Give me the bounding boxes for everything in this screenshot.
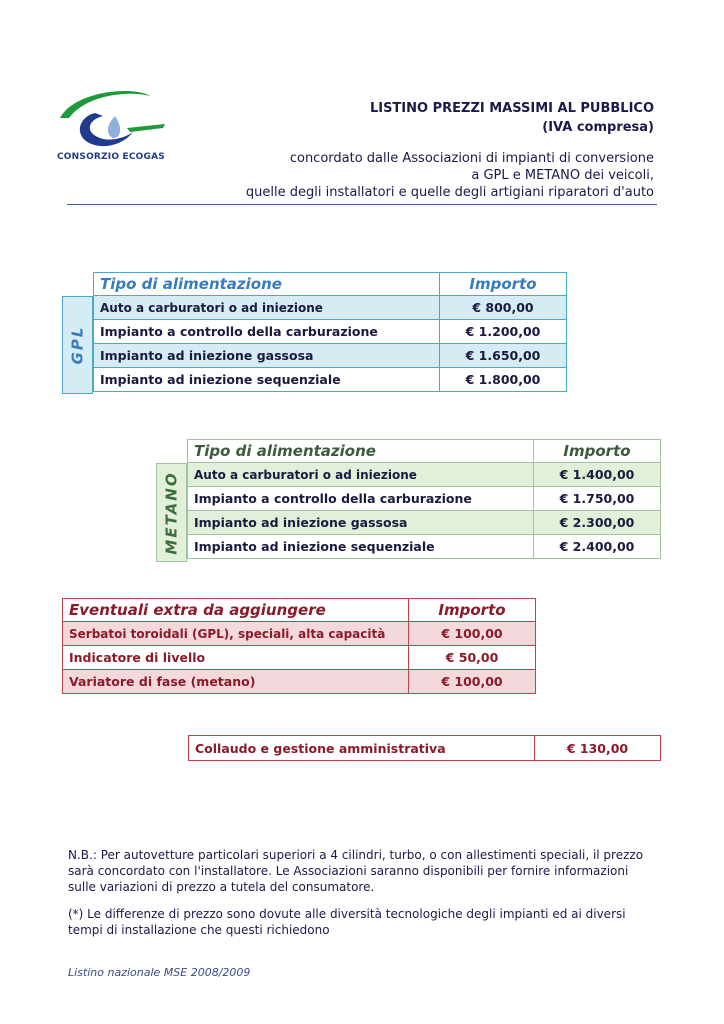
row-type: Variatore di fase (metano) bbox=[63, 670, 409, 694]
row-price: € 1.650,00 bbox=[440, 344, 567, 368]
table-row bbox=[189, 736, 661, 761]
row-price: € 1.800,00 bbox=[440, 368, 567, 392]
logo-text: CONSORZIO ECOGAS bbox=[57, 152, 165, 162]
table-row bbox=[188, 487, 661, 511]
row-price: € 1.400,00 bbox=[534, 463, 661, 487]
subtitle-line-2: a GPL e METANO dei veicoli, bbox=[471, 168, 654, 183]
row-type: Auto a carburatori o ad iniezione bbox=[94, 296, 440, 320]
row-type: Impianto ad iniezione gassosa bbox=[94, 344, 440, 368]
metano-side-label: METANO bbox=[162, 470, 181, 555]
collaudo-label: Collaudo e gestione amministrativa bbox=[189, 736, 535, 761]
page-title-iva: (IVA compresa) bbox=[542, 120, 654, 135]
extras-price-table bbox=[62, 598, 536, 694]
row-price: € 2.400,00 bbox=[534, 535, 661, 559]
table-header bbox=[188, 440, 661, 463]
note-nb: N.B.: Per autovetture particolari superiori a 4 cilindri, turbo, o con allestimenti speciali, il prezzo sarà concordato con l'installatore. Le Associazioni saranno disponibili per fornire informazioni sulle variazioni di prezzo a tutela del consumatore. bbox=[68, 848, 644, 894]
footer-text: Listino nazionale MSE 2008/2009 bbox=[68, 966, 251, 979]
row-type: Impianto a controllo della carburazione bbox=[188, 487, 534, 511]
table-row bbox=[188, 463, 661, 487]
row-price: € 2.300,00 bbox=[534, 511, 661, 535]
metano-price-table bbox=[187, 439, 661, 559]
table-row bbox=[188, 535, 661, 559]
row-price: € 1.200,00 bbox=[440, 320, 567, 344]
table-row bbox=[63, 670, 536, 694]
row-type: Impianto ad iniezione sequenziale bbox=[188, 535, 534, 559]
table-row bbox=[94, 344, 567, 368]
table-header bbox=[94, 273, 567, 296]
col-price-header: Importo bbox=[409, 599, 536, 622]
subtitle-line-1: concordato dalle Associazioni di impianti di conversione bbox=[289, 151, 654, 166]
note-differences: (*) Le differenze di prezzo sono dovute alle diversità tecnologiche degli impianti ed ai diversi tempi di installazione che questi richiedono bbox=[68, 907, 626, 937]
row-price: € 100,00 bbox=[409, 670, 536, 694]
page-title: LISTINO PREZZI MASSIMI AL PUBBLICO bbox=[369, 101, 654, 116]
row-type: Auto a carburatori o ad iniezione bbox=[188, 463, 534, 487]
row-type: Indicatore di livello bbox=[63, 646, 409, 670]
col-price-header: Importo bbox=[440, 273, 567, 296]
row-type: Impianto ad iniezione sequenziale bbox=[94, 368, 440, 392]
row-type: Serbatoi toroidali (GPL), speciali, alta capacità bbox=[63, 622, 409, 646]
row-type: Impianto a controllo della carburazione bbox=[94, 320, 440, 344]
subtitle-line-3: quelle degli installatori e quelle degli artigiani riparatori d'auto bbox=[245, 185, 654, 200]
table-row bbox=[63, 646, 536, 670]
table-header bbox=[63, 599, 536, 622]
col-type-header: Eventuali extra da aggiungere bbox=[63, 599, 409, 622]
table-row bbox=[63, 622, 536, 646]
table-row bbox=[94, 368, 567, 392]
row-price: € 100,00 bbox=[409, 622, 536, 646]
table-row bbox=[94, 320, 567, 344]
row-price: € 50,00 bbox=[409, 646, 536, 670]
row-price: € 1.750,00 bbox=[534, 487, 661, 511]
header-divider bbox=[67, 204, 657, 205]
table-row bbox=[94, 296, 567, 320]
col-price-header: Importo bbox=[534, 440, 661, 463]
col-type-header: Tipo di alimentazione bbox=[188, 440, 534, 463]
gpl-side-label: GPL bbox=[68, 325, 87, 365]
collaudo-table bbox=[188, 735, 661, 761]
table-row bbox=[188, 511, 661, 535]
row-type: Impianto ad iniezione gassosa bbox=[188, 511, 534, 535]
gpl-price-table bbox=[93, 272, 567, 392]
col-type-header: Tipo di alimentazione bbox=[94, 273, 440, 296]
collaudo-price: € 130,00 bbox=[535, 736, 661, 761]
row-price: € 800,00 bbox=[440, 296, 567, 320]
